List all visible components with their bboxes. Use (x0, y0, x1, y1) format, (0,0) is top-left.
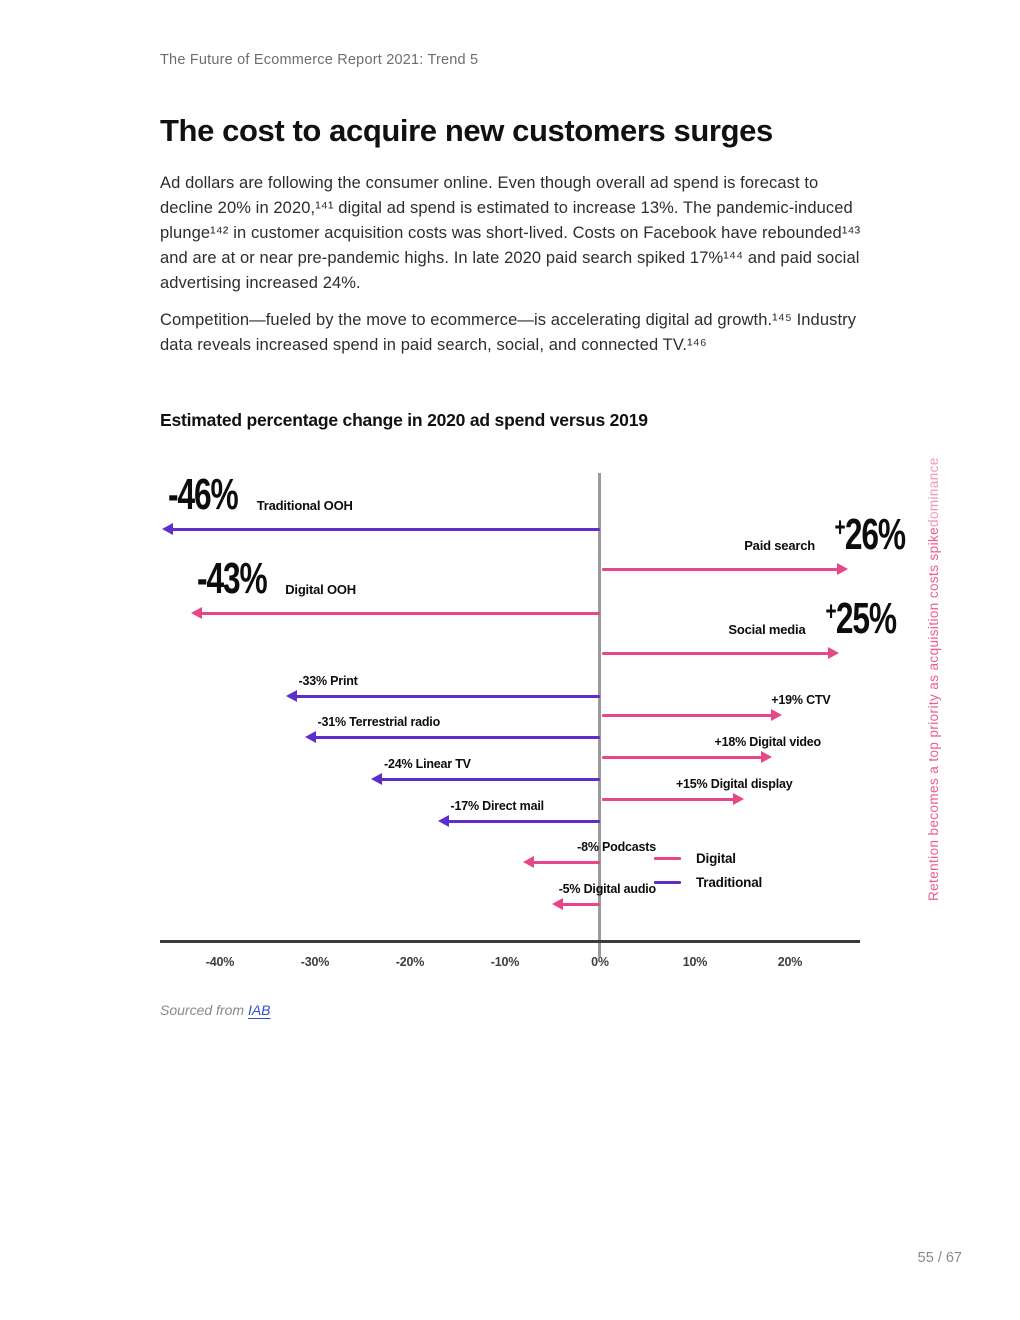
arrowhead-icon (305, 731, 316, 743)
x-tick--40-: -40% (205, 955, 235, 970)
sidebar-adjacent-trend-label: dominance (926, 457, 941, 527)
sidebar-trend-label: Retention becomes a top priority as acquisition costs spike (926, 526, 941, 901)
row-label-print: -33% Print (298, 674, 358, 689)
x-tick--30-: -30% (300, 955, 330, 970)
arrowhead-icon (523, 856, 534, 868)
arrow-digital-audio (561, 903, 601, 906)
category-label-social-media: Social media (728, 622, 806, 638)
arrow-digital-display (602, 798, 734, 801)
body-paragraph-2: Competition—fueled by the move to ecommerce—is accelerating digital ad growth.¹⁴⁵ Industry data reveals increased spend in paid search, social, and connected TV.¹⁴⁶ (160, 311, 857, 355)
x-axis-line (160, 940, 860, 943)
arrow-traditional-ooh (171, 528, 600, 531)
x-tick-0-: 0% (591, 955, 609, 970)
arrowhead-icon (761, 751, 772, 763)
arrowhead-icon (286, 690, 297, 702)
page-number: 55 / 67 (917, 1250, 962, 1266)
value-social-media: +25% (824, 594, 896, 644)
arrowhead-icon (771, 709, 782, 721)
x-tick-20-: 20% (777, 955, 803, 970)
arrow-podcasts (532, 861, 600, 864)
arrow-linear-tv (380, 778, 600, 781)
arrowhead-icon (438, 815, 449, 827)
legend-item-traditional (654, 875, 762, 890)
legend-label-traditional: Traditional (696, 875, 763, 891)
report-kicker: The Future of Ecommerce Report 2021: Trend 5 (160, 52, 479, 68)
chart-title: Estimated percentage change in 2020 ad spend versus 2019 (160, 410, 648, 431)
chart-legend (654, 851, 762, 899)
arrowhead-icon (733, 793, 744, 805)
page-title: The cost to acquire new customers surges (160, 113, 773, 148)
category-label-paid-search: Paid search (744, 538, 815, 554)
x-tick--20-: -20% (395, 955, 425, 970)
arrow-direct-mail (447, 820, 601, 823)
arrowhead-icon (371, 773, 382, 785)
category-label-traditional-ooh: Traditional OOH (256, 498, 353, 514)
value-label-digital-ooh (196, 554, 366, 604)
sidebar-trend-tab[interactable] (926, 426, 941, 901)
arrow-terrestrial-radio (314, 736, 601, 739)
legend-swatch-digital (654, 857, 681, 861)
legend-swatch-traditional (654, 881, 681, 885)
arrow-digital-video (602, 756, 762, 759)
value-paid-search: +26% (834, 510, 905, 560)
row-label-terrestrial-radio: -31% Terrestrial radio (317, 715, 441, 730)
arrow-ctv (602, 714, 772, 717)
diverging-arrow-chart (160, 445, 920, 990)
arrow-paid-search (602, 568, 838, 571)
value-label-paid-search (734, 510, 905, 560)
row-label-digital-display: +15% Digital display (675, 777, 793, 792)
row-label-podcasts: -8% Podcasts (577, 840, 656, 855)
value-traditional-ooh: -46% (168, 470, 238, 520)
value-label-traditional-ooh (168, 470, 363, 520)
arrow-print (295, 695, 601, 698)
legend-item-digital (654, 851, 762, 866)
arrowhead-icon (552, 898, 563, 910)
arrow-digital-ooh (200, 612, 601, 615)
row-label-ctv: +19% CTV (771, 693, 831, 708)
arrowhead-icon (837, 563, 848, 575)
value-digital-ooh: -43% (196, 554, 267, 604)
legend-label-digital: Digital (696, 851, 736, 867)
row-label-direct-mail: -17% Direct mail (450, 799, 544, 814)
arrow-social-media (602, 652, 829, 655)
x-tick-10-: 10% (682, 955, 708, 970)
value-label-social-media (718, 594, 896, 644)
row-label-digital-audio: -5% Digital audio (558, 882, 656, 897)
source-attribution (160, 1002, 880, 1018)
row-label-digital-video: +18% Digital video (714, 735, 821, 750)
arrowhead-icon (828, 647, 839, 659)
arrowhead-icon (162, 523, 173, 535)
row-label-linear-tv: -24% Linear TV (384, 757, 471, 772)
source-prefix: Sourced from (160, 1002, 245, 1019)
category-label-digital-ooh: Digital OOH (285, 582, 356, 598)
x-tick--10-: -10% (490, 955, 520, 970)
body-paragraph-1: Ad dollars are following the consumer online. Even though overall ad spend is forecast to decline 20% in 2020,¹⁴¹ digital ad spend is estimated to increase 13%. The pandemic-induced plunge¹⁴² in customer acquisition costs was short-lived. Costs on Facebook have rebounded¹⁴³ and are at or near pre-pandemic highs. In late 2020 paid search spiked 17%¹⁴⁴ and paid social advertising increased 24%. (160, 174, 861, 293)
arrowhead-icon (191, 607, 202, 619)
source-link-iab[interactable]: IAB (247, 1002, 271, 1019)
